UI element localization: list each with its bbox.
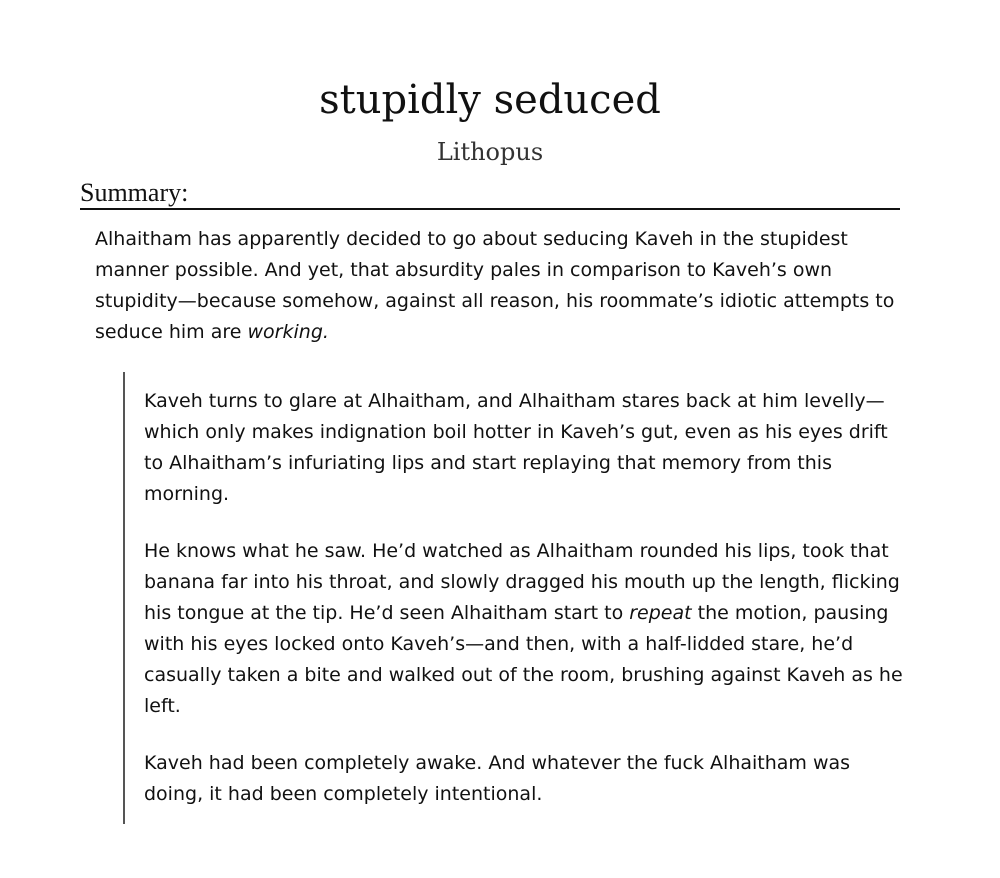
excerpt-blockquote: [144, 386, 904, 836]
work-title: stupidly seduced: [319, 77, 661, 123]
excerpt-paragraph-3: Kaveh had been completely awake. And whatever the fuck Alhaitham was doing, it had been completely intentional.: [144, 752, 851, 805]
excerpt-paragraph-2-start: He knows what he saw. He’d watched as Alhaitham rounded his lips, took that banana far into his throat, and slowly dragged his mouth up the length, flicking his tongue at the tip. He’d seen Alhaitham start to: [144, 540, 900, 624]
excerpt-paragraph-1: Kaveh turns to glare at Alhaitham, and Alhaitham stares back at him levelly—which only makes indignation boil hotter in Kaveh’s gut, even as his eyes drift to Alhaitham’s infuriating lips and start replaying that memory from this morning.: [144, 390, 888, 505]
author-name[interactable]: Lithopus: [436, 138, 544, 166]
blockquote-bar: [123, 372, 125, 824]
summary-text: [95, 224, 905, 348]
excerpt-paragraph-2-emphasis: repeat: [629, 602, 692, 624]
summary-heading: Summary:: [80, 178, 900, 210]
excerpt-paragraph-2-end: the motion, pausing with his eyes locked onto Kaveh’s—and then, with a half-lidded stare, he’d casually taken a bite and walked out of the room, brushing against Kaveh as he left.: [144, 602, 903, 717]
excerpt-paragraph-2: [144, 536, 904, 722]
summary-emphasis: working.: [247, 321, 329, 343]
summary-text-main: Alhaitham has apparently decided to go about seducing Kaveh in the stupidest manner possible. And yet, that absurdity pales in comparison to Kaveh’s own stupidity—because somehow, against all reason, his roommate’s idiotic attempts to seduce him are: [95, 228, 895, 343]
